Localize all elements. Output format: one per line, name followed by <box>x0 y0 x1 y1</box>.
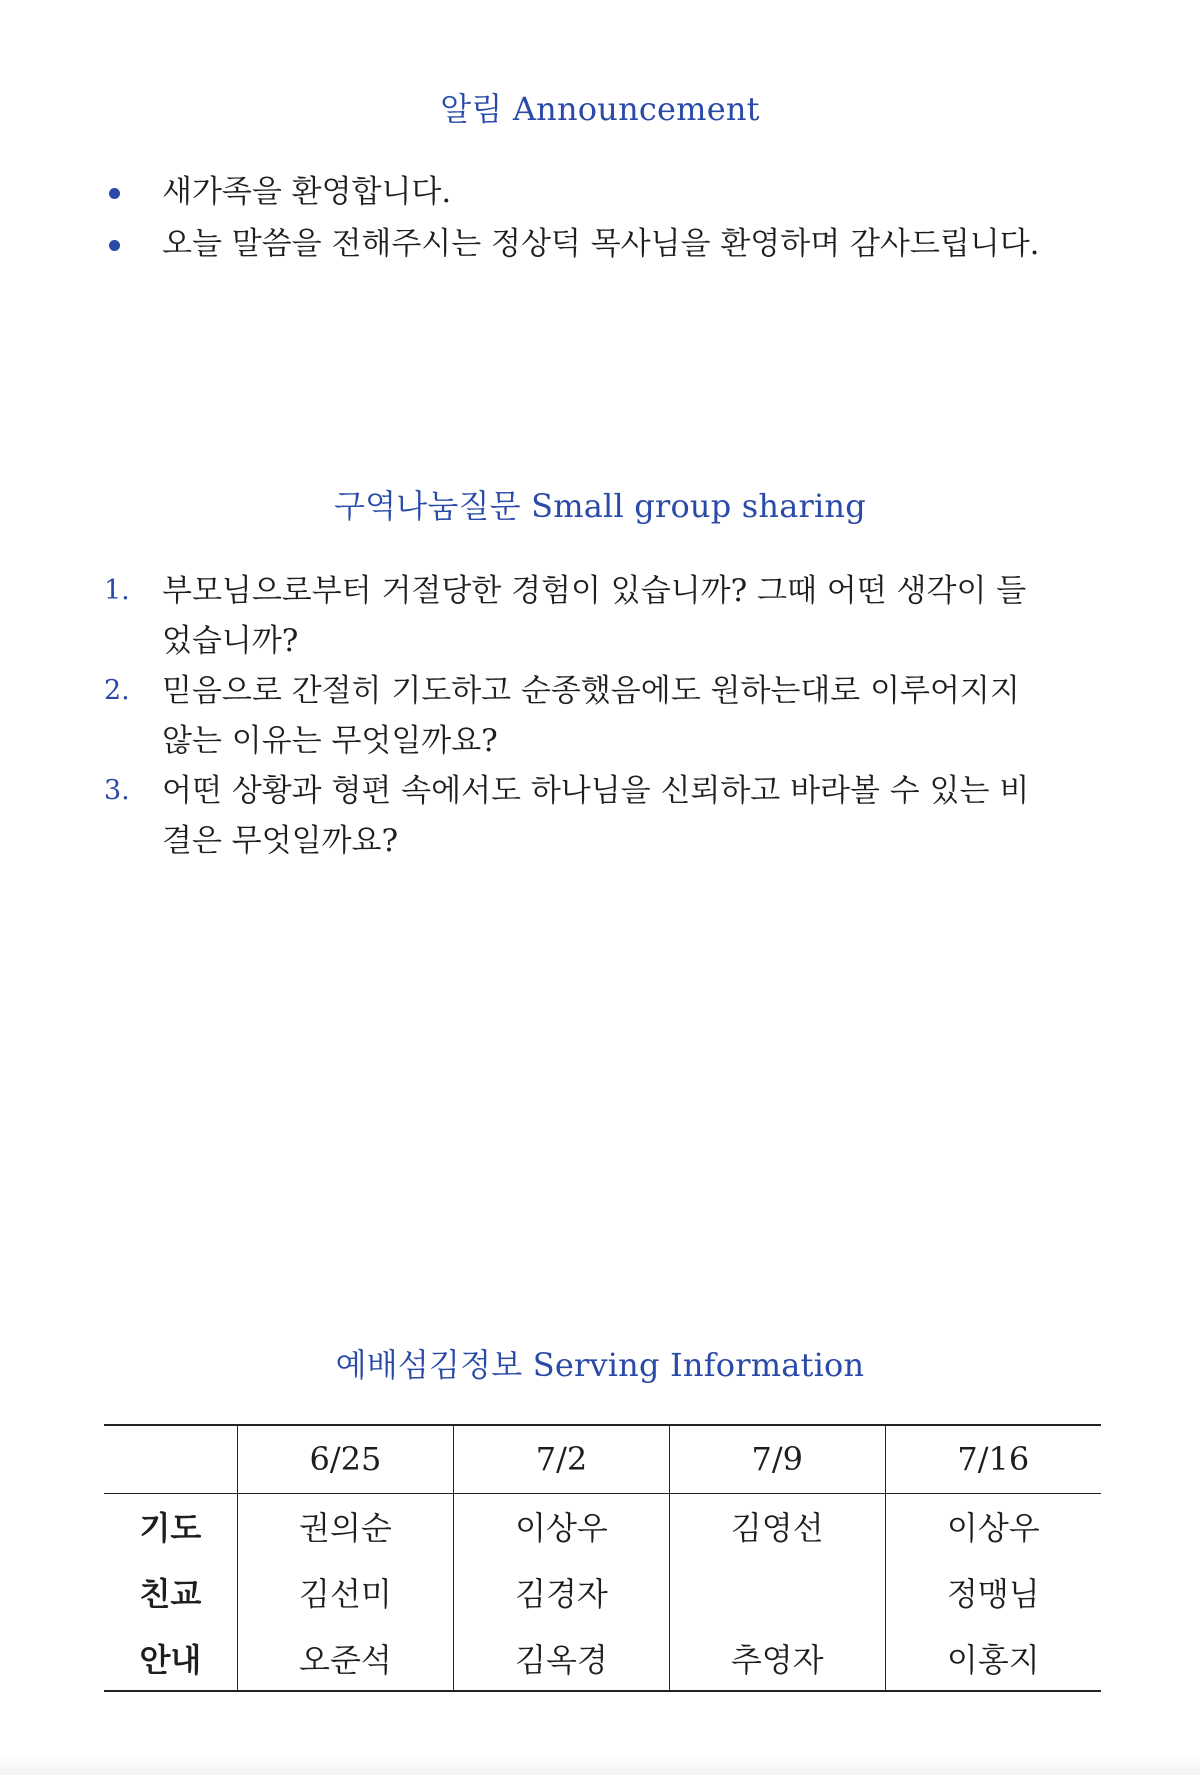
announcement-heading: 알림 Announcement <box>440 90 760 128</box>
serving-cell <box>669 1559 885 1625</box>
sharing-question <box>104 766 1064 866</box>
sharing-question-list <box>104 566 1064 866</box>
serving-row-usher <box>104 1625 1101 1691</box>
announcement-text: 오늘 말씀을 전해주시는 정상덕 목사님을 환영하며 감사드립니다. <box>162 226 1040 262</box>
announcement-list <box>104 166 1040 270</box>
serving-cell: 이상우 <box>885 1493 1101 1559</box>
question-text: 부모님으로부터 거절당한 경험이 있습니까? 그때 어떤 생각이 들었습니까? <box>162 573 1027 659</box>
row-label: 친교 <box>139 1575 202 1613</box>
serving-cell: 김경자 <box>454 1559 670 1625</box>
bullet-icon <box>109 188 120 199</box>
serving-cell: 정맹님 <box>885 1559 1101 1625</box>
question-number: 3. <box>104 775 130 806</box>
header-corner-cell <box>104 1425 237 1493</box>
serving-cell: 권의순 <box>237 1493 453 1559</box>
serving-cell: 추영자 <box>669 1625 885 1691</box>
row-label: 안내 <box>104 1625 237 1691</box>
announcement-text: 새가족을 환영합니다. <box>162 174 452 210</box>
serving-header-row <box>104 1425 1101 1493</box>
date-header: 7/9 <box>669 1425 885 1493</box>
date-header: 6/25 <box>237 1425 453 1493</box>
date-header: 7/16 <box>885 1425 1101 1493</box>
question-number: 1. <box>104 575 130 606</box>
question-number: 2. <box>104 675 130 706</box>
row-label: 기도 <box>139 1509 202 1548</box>
serving-cell: 이상우 <box>454 1493 670 1559</box>
serving-cell: 이홍지 <box>885 1625 1101 1691</box>
bullet-icon <box>109 240 120 251</box>
serving-cell: 오준석 <box>237 1625 453 1691</box>
announcement-item <box>104 166 1040 218</box>
question-text: 믿음으로 간절히 기도하고 순종했음에도 원하는대로 이루어지지 않는 이유는 무엇일까요? <box>162 673 1020 759</box>
sharing-question <box>104 566 1064 666</box>
question-text: 어떤 상황과 형편 속에서도 하나님을 신뢰하고 바라볼 수 있는 비결은 무엇일까요? <box>162 773 1030 859</box>
date-header: 7/2 <box>454 1425 670 1493</box>
serving-row-prayer <box>104 1493 1101 1559</box>
serving-table <box>104 1424 1101 1692</box>
serving-cell: 김옥경 <box>454 1625 670 1691</box>
serving-row-fellowship <box>104 1559 1101 1625</box>
serving-heading: 예배섬김정보 Serving Information <box>335 1346 865 1384</box>
serving-cell: 김선미 <box>237 1559 453 1625</box>
sharing-heading: 구역나눔질문 Small group sharing <box>334 487 866 525</box>
page-bottom-edge <box>0 1755 1200 1775</box>
serving-cell: 김영선 <box>669 1493 885 1559</box>
sharing-question <box>104 666 1064 766</box>
announcement-item <box>104 218 1040 270</box>
